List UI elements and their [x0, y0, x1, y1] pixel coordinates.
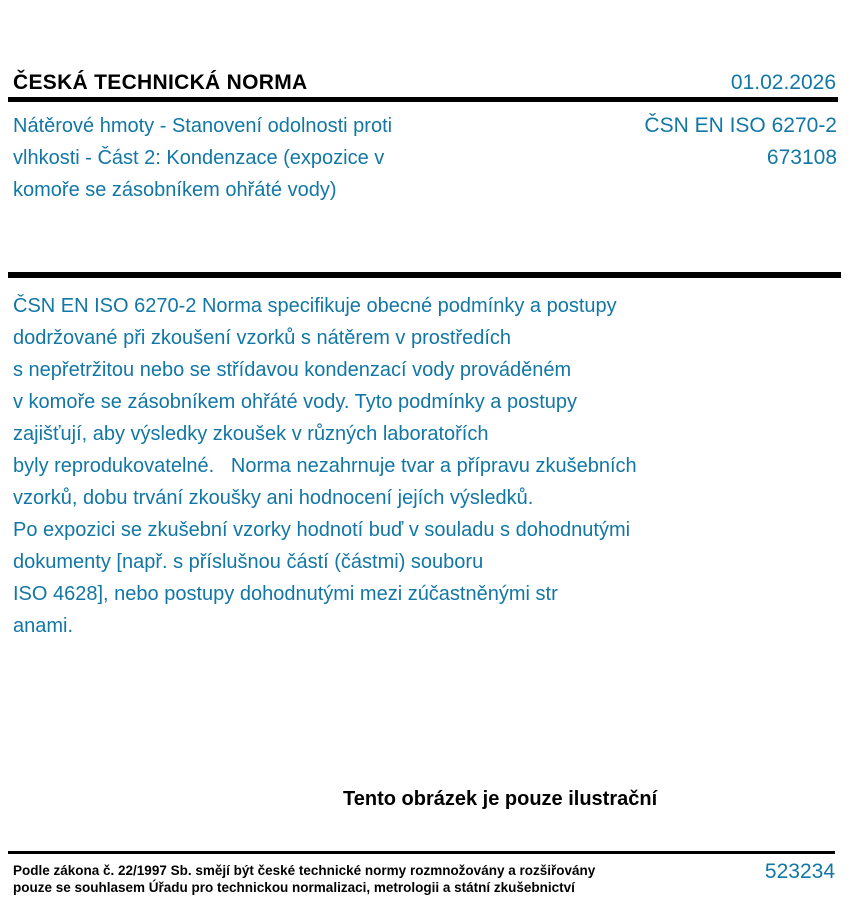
document-title-line: Nátěrové hmoty - Stanovení odolnosti proti: [13, 115, 393, 137]
document-reference: [644, 110, 837, 174]
masthead-title: ČESKÁ TECHNICKÁ NORMA: [13, 71, 308, 94]
document-title-line: komoře se zásobníkem ohřáté vody): [13, 179, 337, 201]
abstract-line: vzorků, dobu trvání zkoušky ani hodnocení jejích výsledků.: [13, 487, 534, 509]
class-code: 673108: [766, 146, 837, 169]
abstract-line: s nepřetržitou nebo se střídavou kondenzací vody prováděném: [13, 359, 572, 381]
abstract-line: ISO 4628], nebo postupy dohodnutými mezi zúčastněnými str: [13, 583, 558, 605]
standard-code: ČSN EN ISO 6270-2: [644, 114, 837, 137]
abstract-line: dodržované při zkoušení vzorků s nátěrem v prostředích: [13, 327, 512, 349]
footer-legal-line: pouze se souhlasem Úřadu pro technickou normalizaci, metrologii a státní zkušebnictví: [13, 880, 575, 895]
abstract-paragraph: [13, 290, 753, 642]
abstract-line: byly reprodukovatelné. Norma nezahrnuje tvar a přípravu zkušebních: [13, 455, 637, 477]
title-divider: [8, 272, 841, 278]
abstract-line: dokumenty [např. s příslušnou částí (částmi) souboru: [13, 551, 484, 573]
document-title-line: vlhkosti - Část 2: Kondenzace (expozice v: [13, 147, 385, 169]
abstract-line: zajišťují, aby výsledky zkoušek v různých laboratořích: [13, 423, 489, 445]
header-divider: [8, 97, 838, 102]
abstract-line: ČSN EN ISO 6270-2 Norma specifikuje obecné podmínky a postupy: [13, 295, 617, 317]
abstract-line: v komoře se zásobníkem ohřáté vody. Tyto podmínky a postupy: [13, 391, 577, 413]
publication-date: 01.02.2026: [730, 71, 836, 94]
abstract-line: Po expozici se zkušební vzorky hodnotí buď v souladu s dohodnutými: [13, 519, 631, 541]
abstract-line: anami.: [13, 615, 74, 637]
footer-divider: [8, 851, 835, 854]
footer-order-number: 523234: [764, 860, 835, 883]
document-title: [13, 110, 573, 206]
illustration-note: Tento obrázek je pouze ilustrační: [343, 788, 658, 810]
footer-legal-line: Podle zákona č. 22/1997 Sb. smějí být české technické normy rozmnožovány a rozšiřovány: [13, 863, 596, 878]
footer-legal-text: [13, 862, 595, 896]
